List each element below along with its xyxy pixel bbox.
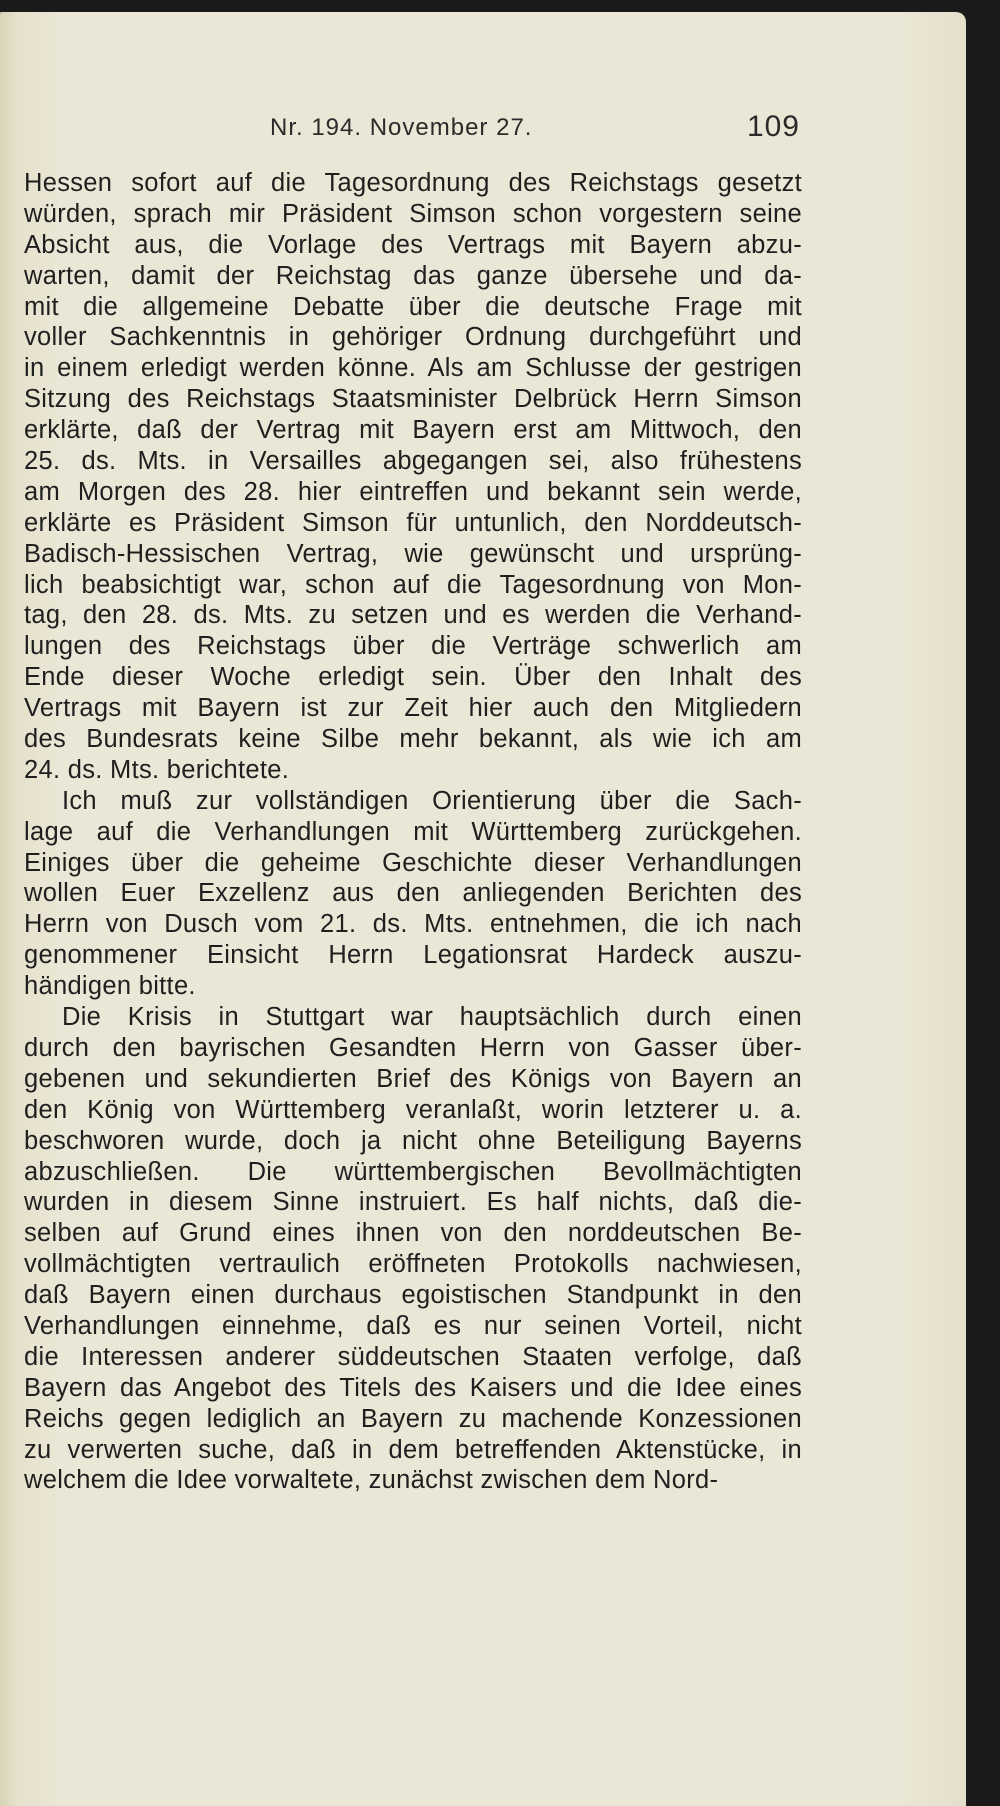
text-line: selben auf Grund eines ihnen von den norddeutschen Be- <box>24 1219 802 1248</box>
text-line: wollen Euer Exzellenz aus den anliegenden Berichten des <box>24 879 802 908</box>
text-line: erklärte es Präsident Simson für untunlich, den Norddeutsch- <box>24 508 802 537</box>
text-line: Reichs gegen lediglich an Bayern zu machende Konzessionen <box>24 1404 802 1433</box>
text-line: Vertrags mit Bayern ist zur Zeit hier auch den Mitgliedern <box>24 694 802 723</box>
text-line: voller Sachkenntnis in gehöriger Ordnung durchgeführt und <box>24 323 802 352</box>
text-line: erklärte, daß der Vertrag mit Bayern erst am Mittwoch, den <box>24 416 802 445</box>
paragraph <box>24 1002 802 1496</box>
text-line: durch den bayrischen Gesandten Herrn von Gasser über- <box>24 1033 802 1062</box>
text-line: welchem die Idee vorwaltete, zunächst zwischen dem Nord- <box>24 1466 719 1495</box>
text-line: Einiges über die geheime Geschichte dieser Verhandlungen <box>24 848 802 877</box>
text-line: am Morgen des 28. hier eintreffen und bekannt sein werde, <box>24 477 802 506</box>
text-line: abzuschließen. Die württembergischen Bevollmächtigten <box>24 1157 802 1186</box>
text-line: wurden in diesem Sinne instruiert. Es half nichts, daß die- <box>24 1188 802 1217</box>
text-line: Badisch-Hessischen Vertrag, wie gewünscht und ursprüng- <box>24 539 802 568</box>
paragraph <box>24 786 802 1002</box>
text-line: tag, den 28. ds. Mts. zu setzen und es werden die Verhand- <box>24 601 802 630</box>
page-header <box>270 110 800 150</box>
text-line: vollmächtigten vertraulich eröffneten Protokolls nachwiesen, <box>24 1250 802 1279</box>
text-line: des Bundesrats keine Silbe mehr bekannt, als wie ich am <box>24 725 802 754</box>
text-line: Herrn von Dusch vom 21. ds. Mts. entnehmen, die ich nach <box>24 910 802 939</box>
text-line: genommener Einsicht Herrn Legationsrat Hardeck auszu- <box>24 941 802 970</box>
text-line: gebenen und sekundierten Brief des Königs von Bayern an <box>24 1064 802 1093</box>
text-line: Absicht aus, die Vorlage des Vertrags mit Bayern abzu- <box>24 230 802 259</box>
text-line: Bayern das Angebot des Titels des Kaisers und die Idee eines <box>24 1373 802 1402</box>
page-number: 109 <box>746 110 800 143</box>
body-text <box>24 168 802 1496</box>
text-line: lich beabsichtigt war, schon auf die Tagesordnung von Mon- <box>24 570 802 599</box>
text-line: Die Krisis in Stuttgart war hauptsächlich durch einen <box>62 1003 802 1032</box>
text-line: daß Bayern einen durchaus egoistischen Standpunkt in den <box>24 1281 802 1310</box>
text-line: 25. ds. Mts. in Versailles abgegangen sei, also frühestens <box>24 447 802 476</box>
text-line: 24. ds. Mts. berichtete. <box>24 755 290 784</box>
text-line: mit die allgemeine Debatte über die deutsche Frage mit <box>24 292 802 321</box>
text-line: in einem erledigt werden könne. Als am Schlusse der gestrigen <box>24 354 802 383</box>
text-line: die Interessen anderer süddeutschen Staaten verfolge, daß <box>24 1342 802 1371</box>
text-line: Sitzung des Reichstags Staatsminister Delbrück Herrn Simson <box>24 385 802 414</box>
text-line: warten, damit der Reichstag das ganze übersehe und da- <box>24 261 802 290</box>
text-line: würden, sprach mir Präsident Simson schon vorgestern seine <box>24 199 802 228</box>
text-line: Ich muß zur vollständigen Orientierung über die Sach- <box>62 786 802 815</box>
text-line: beschworen wurde, doch ja nicht ohne Beteiligung Bayerns <box>24 1126 802 1155</box>
text-line: lungen des Reichstags über die Verträge schwerlich am <box>24 632 802 661</box>
running-head: Nr. 194. November 27. <box>270 114 533 141</box>
text-line: lage auf die Verhandlungen mit Württemberg zurückgehen. <box>24 817 802 846</box>
text-line: Ende dieser Woche erledigt sein. Über den Inhalt des <box>24 663 802 692</box>
text-line: händigen bitte. <box>24 972 196 1001</box>
paragraph <box>24 168 802 786</box>
text-line: Hessen sofort auf die Tagesordnung des Reichstags gesetzt <box>24 169 802 197</box>
text-line: zu verwerten suche, daß in dem betreffenden Aktenstücke, in <box>24 1435 802 1464</box>
text-line: Verhandlungen einnehme, daß es nur seinen Vorteil, nicht <box>24 1311 802 1340</box>
text-line: den König von Württemberg veranlaßt, worin letzterer u. a. <box>24 1095 802 1124</box>
